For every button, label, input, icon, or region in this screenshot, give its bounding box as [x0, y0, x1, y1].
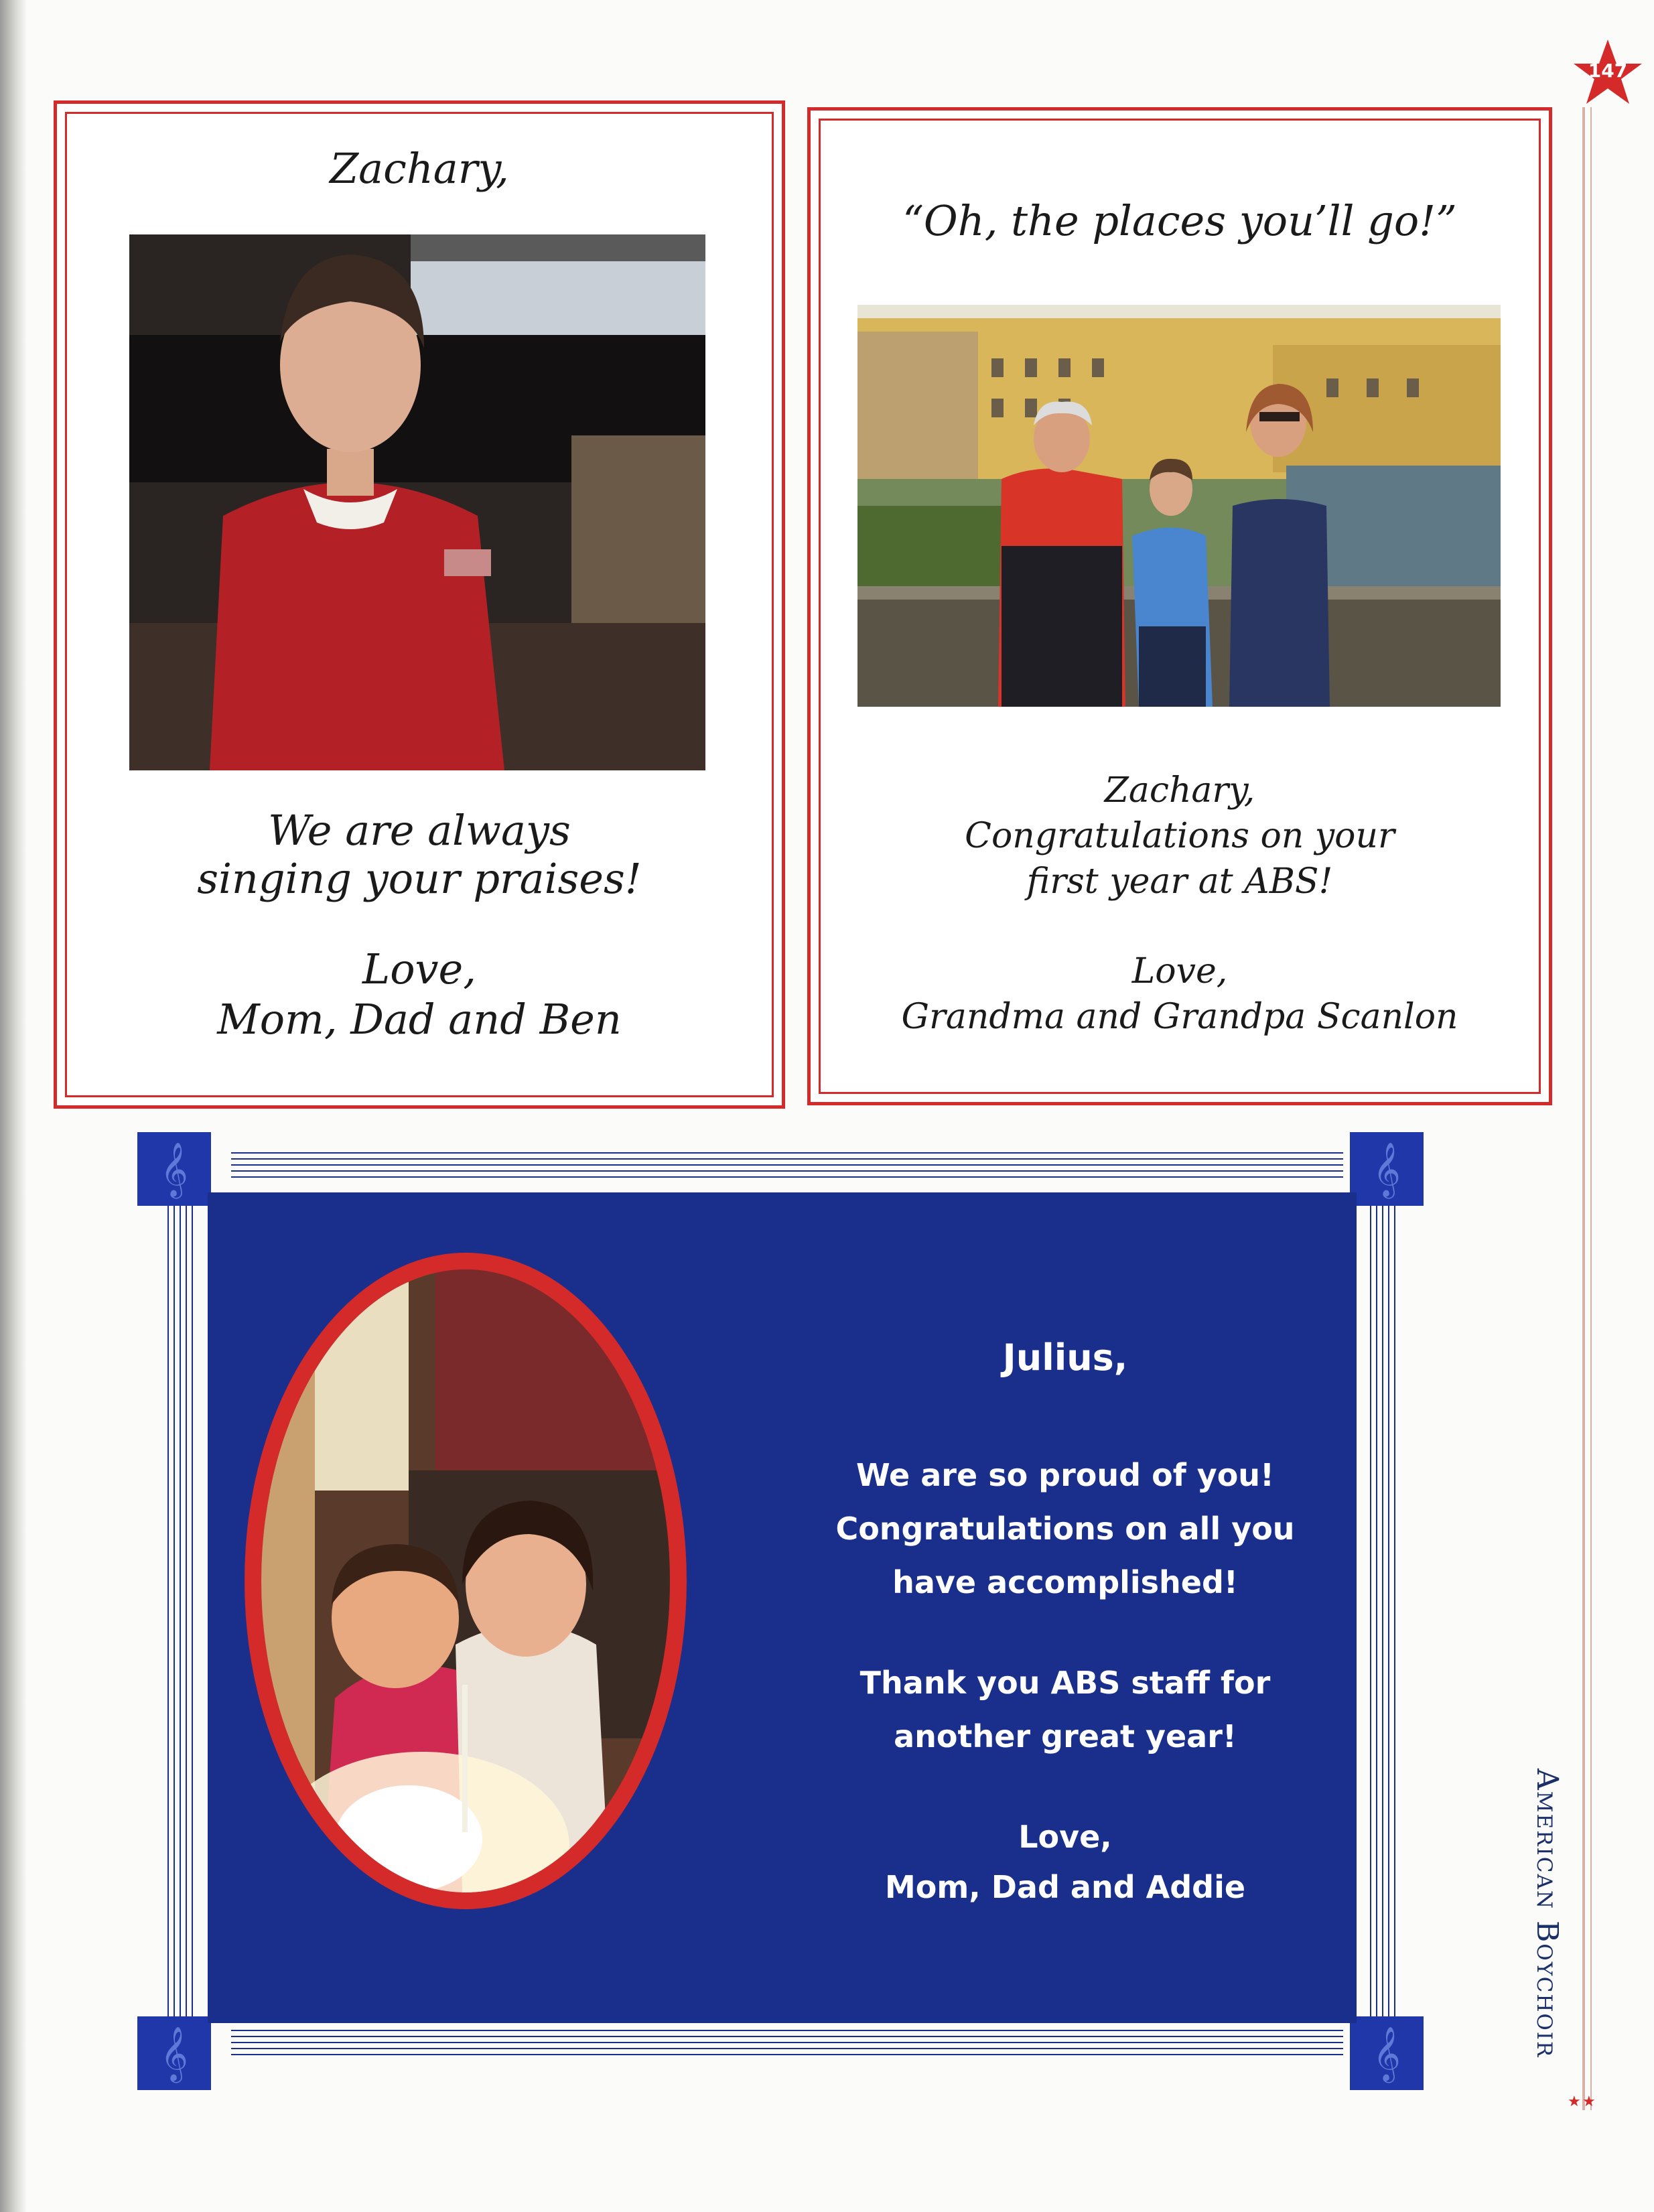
treble-clef-icon: 𝄞 — [1350, 1132, 1424, 1206]
tribute-card-zachary-grandparents — [807, 107, 1552, 1105]
card-closing: Love, — [362, 945, 476, 993]
card-text-block — [824, 1192, 1306, 2023]
star-icon: ★ — [1568, 2093, 1581, 2110]
tribute-card-julius — [137, 1132, 1427, 2090]
photo-family-on-bridge — [857, 305, 1501, 707]
card-line: We are so proud of you! — [855, 1457, 1275, 1493]
card-greeting: Julius, — [1002, 1336, 1128, 1379]
card-message-line: singing your praises! — [197, 854, 642, 903]
music-staff-bottom — [231, 2030, 1343, 2060]
card-line: Thank you ABS staff for — [859, 1665, 1271, 1701]
treble-clef-icon: 𝄞 — [137, 1132, 211, 1206]
card-message-line: We are always — [268, 806, 571, 855]
card-line: Zachary, — [1104, 770, 1255, 811]
brand-name: American Boychoir — [1530, 1769, 1564, 2059]
page-binding-shadow — [0, 0, 27, 2212]
card-line: first year at ABS! — [1026, 861, 1333, 902]
treble-clef-icon: 𝄞 — [137, 2016, 211, 2090]
card-line: Congratulations on your — [965, 816, 1395, 856]
card-closing: Love, — [1131, 951, 1228, 991]
tribute-card-zachary-family — [54, 100, 785, 1109]
music-staff-top — [231, 1152, 1343, 1182]
card-line: Congratulations on all you — [835, 1511, 1295, 1547]
card-line: another great year! — [894, 1718, 1237, 1754]
card-closing: Love, — [1018, 1819, 1112, 1855]
card-signature: Mom, Dad and Addie — [884, 1869, 1246, 1905]
card-line: have accomplished! — [892, 1564, 1238, 1600]
margin-rule — [1590, 107, 1592, 2110]
music-staff-right — [1370, 1199, 1400, 2016]
page-number: 147 — [1588, 60, 1628, 82]
card-panel — [208, 1192, 1357, 2023]
card-signature: Mom, Dad and Ben — [217, 995, 622, 1044]
card-signature: Grandma and Grandpa Scanlon — [901, 997, 1458, 1037]
photo-kids-birthday-candles — [261, 1269, 670, 1892]
card-quote: “Oh, the places you’ll go!” — [902, 196, 1457, 245]
photo-boy-red-sweater — [129, 234, 705, 770]
treble-clef-icon: 𝄞 — [1350, 2016, 1424, 2090]
card-greeting: Zachary, — [330, 144, 509, 193]
margin-rule — [1582, 107, 1585, 2110]
page-number-star — [1571, 37, 1645, 111]
star-icon: ★ — [1582, 2093, 1596, 2110]
music-staff-left — [167, 1199, 198, 2016]
